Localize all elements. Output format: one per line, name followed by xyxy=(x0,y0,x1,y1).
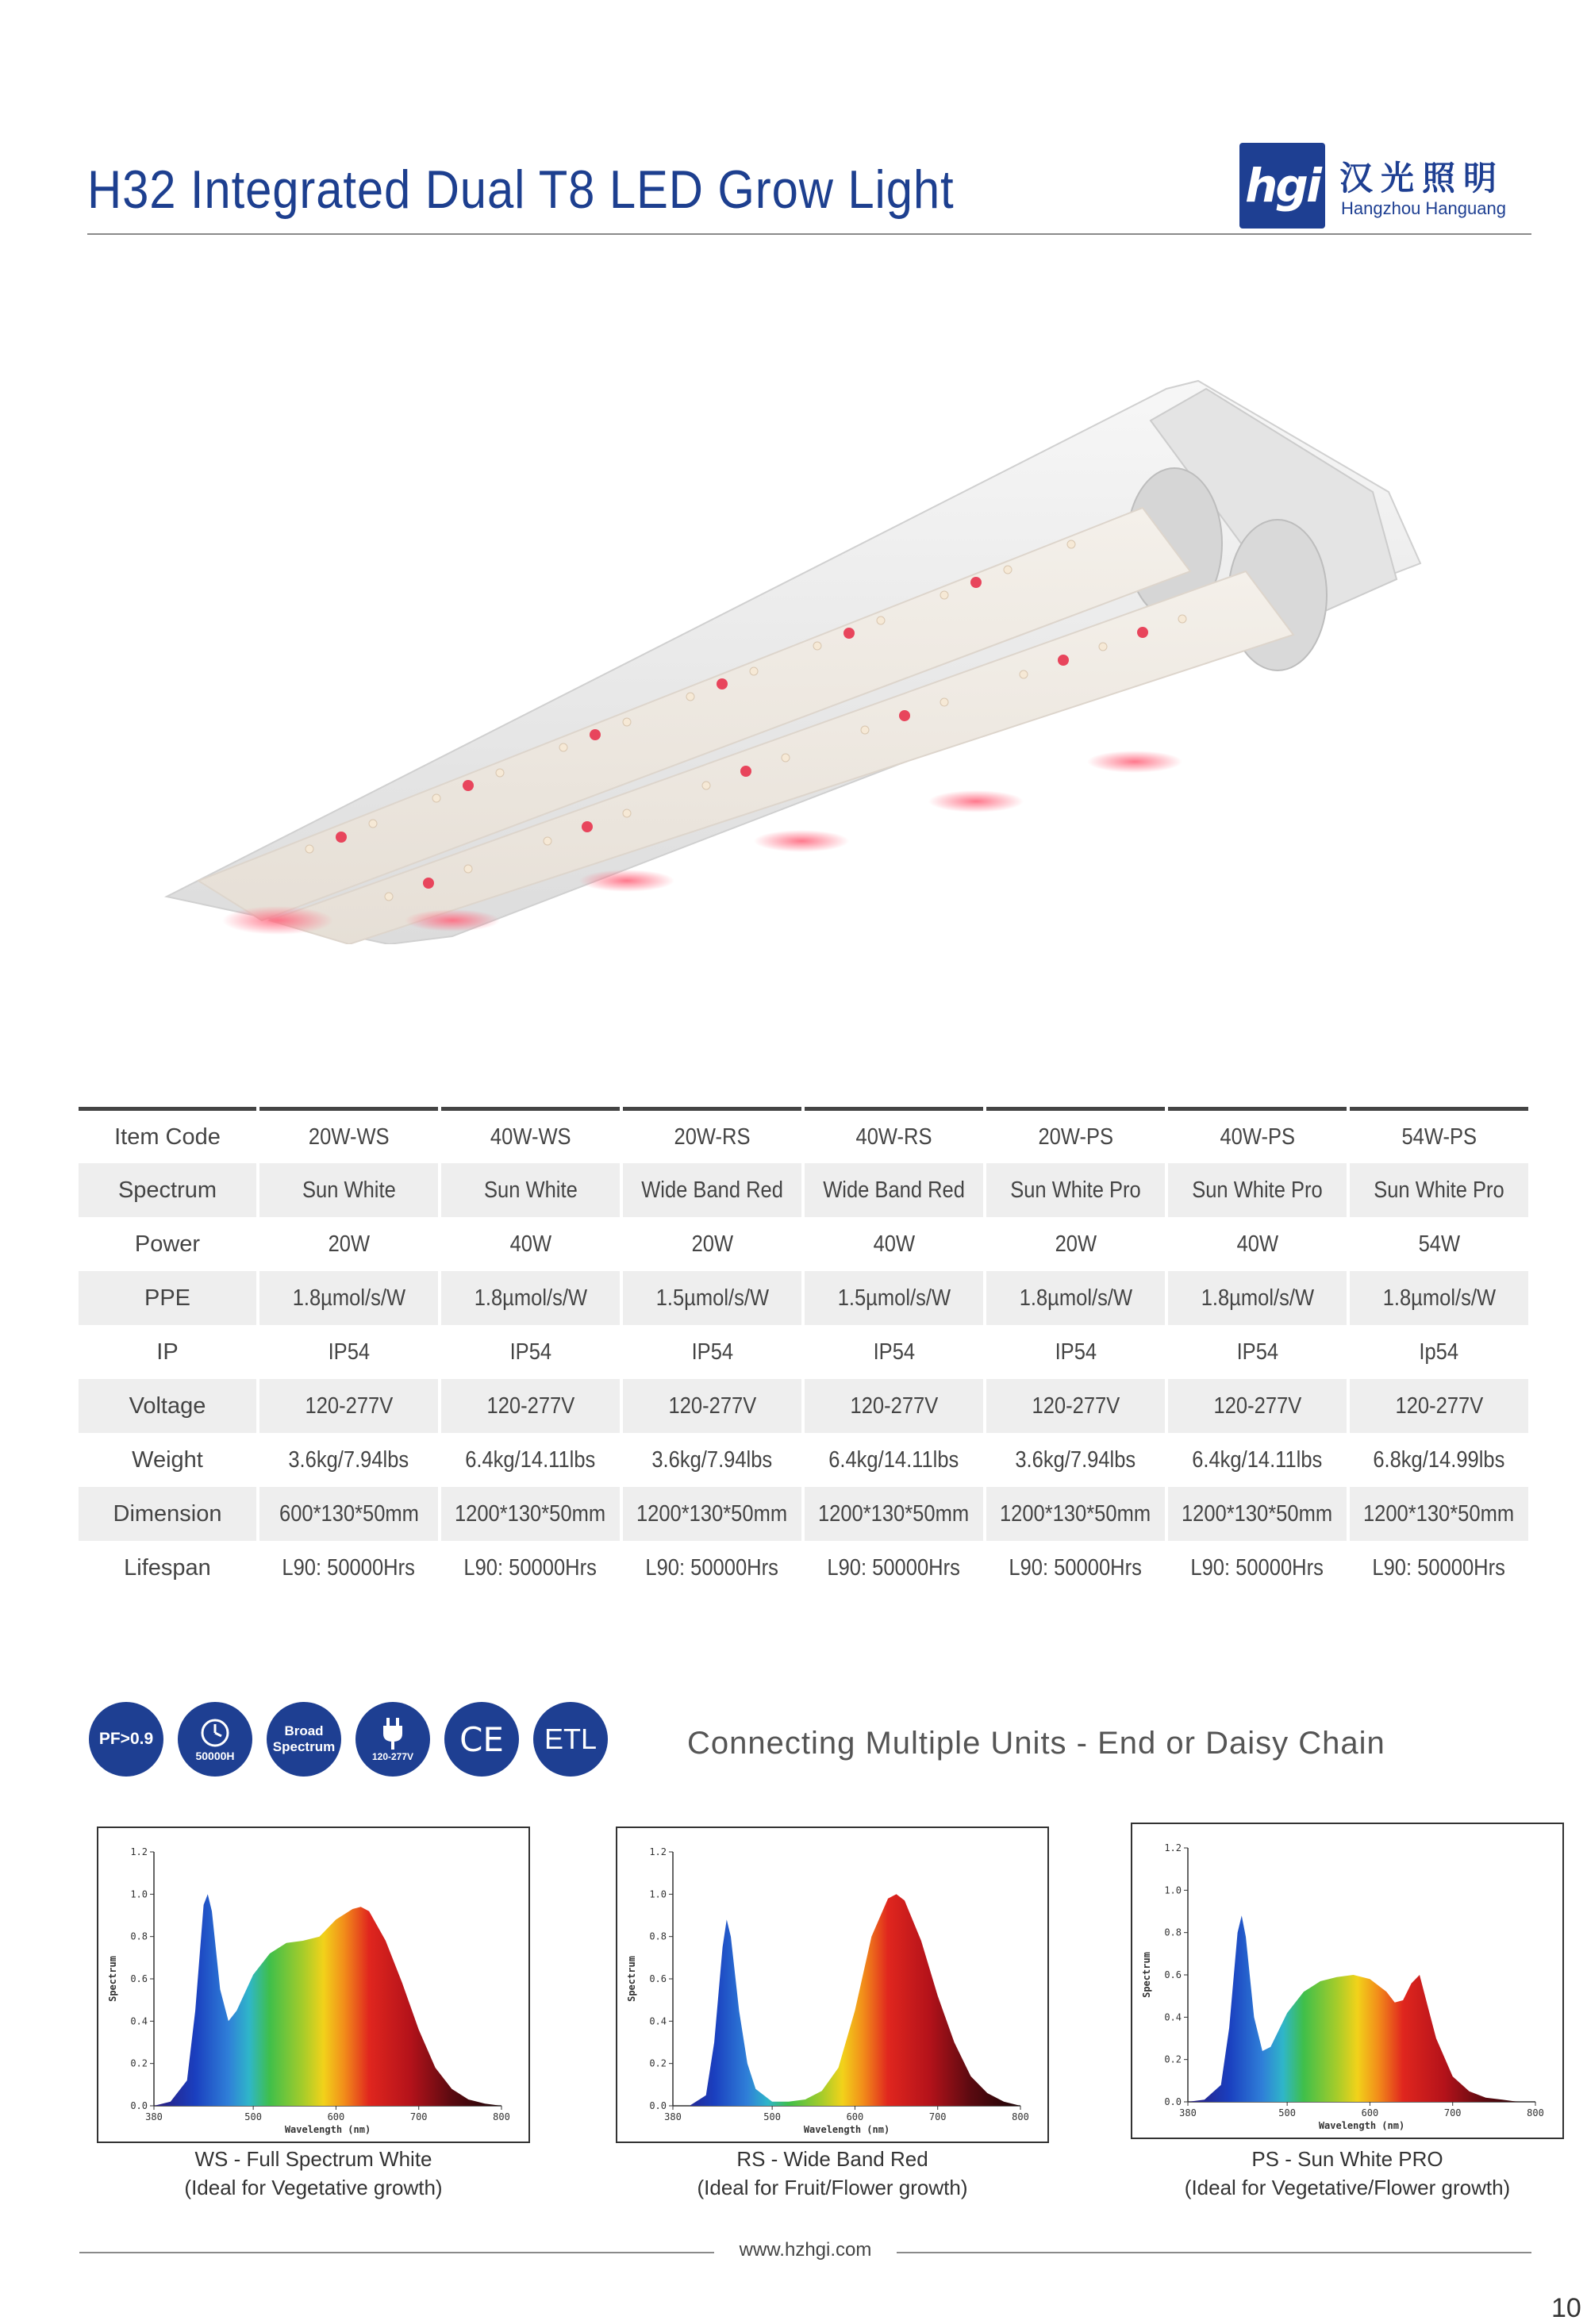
y-tick-label: 0.8 xyxy=(130,1930,148,1942)
spec-cell-value: 40W xyxy=(873,1231,915,1257)
spec-cell-value: 1.8µmol/s/W xyxy=(292,1285,405,1311)
spec-cell-value: 3.6kg/7.94lbs xyxy=(288,1446,409,1473)
spec-cell xyxy=(441,1541,620,1595)
spec-cell-value: 120-277V xyxy=(1395,1392,1483,1419)
spec-cell-value: 1.5µmol/s/W xyxy=(837,1285,951,1311)
spec-cell-value: 20W-WS xyxy=(308,1124,390,1150)
spec-cell-value: 20W-RS xyxy=(674,1124,751,1150)
spec-cell xyxy=(1168,1433,1347,1487)
spec-cell-value: 40W xyxy=(1236,1231,1278,1257)
spec-cell xyxy=(1168,1217,1347,1271)
spec-cell-value: 1.8µmol/s/W xyxy=(1201,1285,1314,1311)
spec-cell xyxy=(986,1217,1165,1271)
spec-cell-value: IP54 xyxy=(1055,1339,1097,1365)
spec-cell xyxy=(623,1107,801,1163)
spec-cell-value: Sun White Pro xyxy=(1192,1177,1323,1203)
spec-cell xyxy=(441,1217,620,1271)
spec-cell-value: L90: 50000Hrs xyxy=(463,1554,598,1581)
spec-cell xyxy=(441,1163,620,1217)
spec-row-label: Dimension xyxy=(79,1487,256,1541)
y-tick-label: 1.0 xyxy=(649,1888,667,1900)
chart-ps xyxy=(1131,1823,1564,2139)
spec-cell-value: IP54 xyxy=(509,1339,551,1365)
y-axis-label: Spectrum xyxy=(1141,1952,1152,1998)
spec-cell xyxy=(441,1379,620,1433)
spec-cell-value: 20W xyxy=(1055,1231,1097,1257)
x-tick-label: 500 xyxy=(244,2111,262,2122)
spec-cell xyxy=(1168,1163,1347,1217)
spec-cell-value: 1200*130*50mm xyxy=(455,1500,606,1527)
spec-cell xyxy=(986,1325,1165,1379)
spec-cell-value: 1.8µmol/s/W xyxy=(1382,1285,1496,1311)
spec-cell xyxy=(986,1541,1165,1595)
page-number: 10 xyxy=(1551,2293,1581,2323)
voltage-badge xyxy=(355,1702,430,1777)
spec-cell xyxy=(986,1271,1165,1325)
spec-cell xyxy=(623,1217,801,1271)
spec-row xyxy=(79,1217,1528,1271)
spec-row-label: Weight xyxy=(132,1446,203,1473)
spec-cell-value: 40W-PS xyxy=(1220,1124,1295,1150)
spec-cell xyxy=(1350,1271,1528,1325)
y-tick-label: 0.4 xyxy=(649,2015,667,2027)
spec-cell xyxy=(805,1379,983,1433)
spec-cell-value: 1200*130*50mm xyxy=(1363,1500,1515,1527)
spec-cell-value: L90: 50000Hrs xyxy=(1190,1554,1324,1581)
chart-ps-caption xyxy=(1131,2145,1564,2202)
x-tick-label: 380 xyxy=(664,2111,682,2122)
spec-cell-value: Sun White xyxy=(302,1177,396,1203)
y-tick-label: 0.8 xyxy=(1164,1926,1182,1938)
page-title: H32 Integrated Dual T8 LED Grow Light xyxy=(87,159,955,220)
spec-cell xyxy=(259,1217,438,1271)
spec-cell xyxy=(623,1325,801,1379)
y-tick-label: 0.4 xyxy=(130,2015,148,2027)
spec-cell xyxy=(441,1325,620,1379)
spec-cell-value: Sun White xyxy=(483,1177,578,1203)
spec-cell xyxy=(259,1271,438,1325)
x-tick-label: 600 xyxy=(327,2111,345,2122)
chart-rs-subtitle: (Ideal for Fruit/Flower growth) xyxy=(697,2176,968,2199)
spec-cell xyxy=(805,1433,983,1487)
spec-cell xyxy=(259,1379,438,1433)
chart-rs-caption xyxy=(616,2145,1049,2202)
y-tick-label: 1.2 xyxy=(130,1846,148,1857)
connecting-units-note: Connecting Multiple Units - End or Daisy Chain xyxy=(687,1726,1385,1761)
y-tick-label: 0.0 xyxy=(1164,2096,1182,2107)
y-tick-label: 0.2 xyxy=(1164,2053,1182,2065)
pf-label: PF>0.9 xyxy=(98,1730,154,1748)
y-tick-label: 0.6 xyxy=(1164,1969,1182,1980)
ce-mark xyxy=(444,1702,519,1777)
spec-cell-value: 40W-WS xyxy=(490,1124,571,1150)
spec-cell-value: L90: 50000Hrs xyxy=(282,1554,416,1581)
spec-cell xyxy=(805,1487,983,1541)
product-image xyxy=(151,373,1436,944)
spec-cell xyxy=(259,1163,438,1217)
spec-cell-value: 120-277V xyxy=(1213,1392,1301,1419)
y-tick-label: 0.4 xyxy=(1164,2011,1182,2023)
y-tick-label: 0.6 xyxy=(649,1973,667,1984)
spec-cell xyxy=(1350,1379,1528,1433)
spec-cell xyxy=(259,1487,438,1541)
spec-cell xyxy=(259,1325,438,1379)
y-tick-label: 1.0 xyxy=(130,1888,148,1900)
chart-ws xyxy=(97,1827,530,2143)
spec-cell xyxy=(805,1163,983,1217)
spectrum-chart-ws xyxy=(98,1828,528,2142)
spec-cell xyxy=(1168,1107,1347,1163)
y-tick-label: 0.6 xyxy=(130,1973,148,1984)
y-tick-label: 1.2 xyxy=(1164,1842,1182,1853)
clock-icon xyxy=(198,1716,232,1750)
spec-cell xyxy=(986,1163,1165,1217)
spec-cell-value: 20W xyxy=(691,1231,733,1257)
spec-cell-value: L90: 50000Hrs xyxy=(645,1554,779,1581)
y-tick-label: 0.8 xyxy=(649,1930,667,1942)
spec-cell-value: L90: 50000Hrs xyxy=(1009,1554,1143,1581)
lifetime-label: 50000H xyxy=(195,1750,235,1762)
spec-cell xyxy=(1350,1487,1528,1541)
spec-row-label: PPE xyxy=(79,1271,256,1325)
spec-cell xyxy=(805,1325,983,1379)
spec-row-label: Power xyxy=(134,1231,201,1257)
spec-cell-value: IP54 xyxy=(1236,1339,1278,1365)
spec-cell-value: Wide Band Red xyxy=(823,1177,965,1203)
certification-badges xyxy=(89,1702,613,1781)
y-axis-label: Spectrum xyxy=(107,1956,118,2002)
spec-cell xyxy=(1350,1433,1528,1487)
x-tick-label: 600 xyxy=(846,2111,864,2122)
plug-icon xyxy=(377,1716,409,1751)
spec-cell-value: 6.4kg/14.11lbs xyxy=(465,1446,596,1473)
spec-cell-value: 6.8kg/14.99lbs xyxy=(1373,1446,1505,1473)
spec-cell-value: 1.8µmol/s/W xyxy=(1019,1285,1132,1311)
spec-cell-value: 1200*130*50mm xyxy=(1182,1500,1333,1527)
spec-row-label: IP xyxy=(156,1339,179,1365)
spec-row xyxy=(79,1107,1528,1163)
spectrum-area xyxy=(154,1894,501,2106)
spec-cell-value: 1200*130*50mm xyxy=(818,1500,970,1527)
brand-logo xyxy=(1239,143,1325,229)
spec-cell xyxy=(986,1487,1165,1541)
spec-cell xyxy=(259,1433,438,1487)
spec-cell-value: 6.4kg/14.11lbs xyxy=(1192,1446,1323,1473)
spec-cell-value: 1200*130*50mm xyxy=(1000,1500,1151,1527)
logo-chinese-name: 汉光照明 xyxy=(1339,159,1505,198)
x-axis-label: Wavelength (nm) xyxy=(803,2124,890,2135)
footer-url[interactable]: www.hzhgi.com xyxy=(739,2239,872,2261)
spectrum-area xyxy=(1188,1915,1535,2102)
logo-mark: hgi xyxy=(1245,159,1320,213)
spec-cell-value: IP54 xyxy=(873,1339,915,1365)
x-tick-label: 800 xyxy=(1527,2107,1544,2118)
spec-cell-value: 54W-PS xyxy=(1401,1124,1477,1150)
logo-english-name: Hangzhou Hanguang xyxy=(1341,198,1506,218)
y-tick-label: 1.2 xyxy=(649,1846,667,1857)
spec-row xyxy=(79,1433,1528,1487)
x-tick-label: 700 xyxy=(928,2111,947,2122)
spec-row xyxy=(79,1379,1528,1433)
spec-cell-value: L90: 50000Hrs xyxy=(827,1554,961,1581)
spec-cell-value: 1.5µmol/s/W xyxy=(655,1285,769,1311)
x-tick-label: 800 xyxy=(493,2111,510,2122)
lifetime-badge xyxy=(178,1702,252,1777)
spec-cell xyxy=(1350,1217,1528,1271)
spec-cell-value: 3.6kg/7.94lbs xyxy=(1015,1446,1136,1473)
spec-cell-value: 20W-PS xyxy=(1038,1124,1113,1150)
chart-ws-subtitle: (Ideal for Vegetative growth) xyxy=(184,2176,443,2199)
spec-cell-value: 1.8µmol/s/W xyxy=(474,1285,587,1311)
spec-cell-value: 120-277V xyxy=(1032,1392,1120,1419)
chart-ws-title: WS - Full Spectrum White xyxy=(194,2147,432,2171)
broad-spectrum-badge xyxy=(267,1702,341,1777)
spec-cell xyxy=(259,1541,438,1595)
spec-cell-value: 120-277V xyxy=(850,1392,938,1419)
spec-cell-value: IP54 xyxy=(691,1339,733,1365)
spectrum-label: Spectrum xyxy=(272,1739,336,1754)
spec-cell xyxy=(1168,1541,1347,1595)
x-tick-label: 500 xyxy=(1278,2107,1296,2118)
x-tick-label: 380 xyxy=(145,2111,163,2122)
spectrum-area xyxy=(673,1894,1020,2106)
spec-cell-value: IP54 xyxy=(328,1339,370,1365)
spec-cell-value: 120-277V xyxy=(305,1392,393,1419)
y-tick-label: 1.0 xyxy=(1164,1884,1182,1896)
spec-cell xyxy=(623,1163,801,1217)
y-tick-label: 0.2 xyxy=(649,2057,667,2069)
spec-cell xyxy=(1350,1163,1528,1217)
spec-table xyxy=(75,1107,1531,1595)
spec-cell xyxy=(441,1433,620,1487)
spec-cell-value: 120-277V xyxy=(486,1392,574,1419)
spec-cell xyxy=(1168,1271,1347,1325)
spec-cell-value: 1200*130*50mm xyxy=(636,1500,788,1527)
spec-cell xyxy=(441,1107,620,1163)
spec-cell xyxy=(1350,1107,1528,1163)
chart-rs-title: RS - Wide Band Red xyxy=(736,2147,928,2171)
x-tick-label: 500 xyxy=(763,2111,781,2122)
spec-cell xyxy=(259,1107,438,1163)
y-tick-label: 0.2 xyxy=(130,2057,148,2069)
chart-ws-caption xyxy=(97,2145,530,2202)
chart-ps-title: PS - Sun White PRO xyxy=(1251,2147,1443,2171)
spectrum-chart-ps xyxy=(1132,1824,1562,2138)
x-axis-label: Wavelength (nm) xyxy=(1318,2120,1405,2131)
x-tick-label: 800 xyxy=(1012,2111,1029,2122)
spec-cell xyxy=(441,1271,620,1325)
spec-cell-value: Ip54 xyxy=(1419,1339,1459,1365)
spec-cell-value: Wide Band Red xyxy=(641,1177,783,1203)
spec-cell xyxy=(805,1541,983,1595)
spec-row xyxy=(79,1541,1528,1595)
title-divider xyxy=(87,233,1531,235)
spec-cell-value: 3.6kg/7.94lbs xyxy=(651,1446,773,1473)
spec-cell xyxy=(805,1107,983,1163)
x-tick-label: 600 xyxy=(1361,2107,1379,2118)
spec-cell xyxy=(623,1433,801,1487)
spec-cell xyxy=(623,1487,801,1541)
spec-row-label: Item Code xyxy=(79,1107,256,1163)
spec-cell-value: 40W xyxy=(509,1231,551,1257)
spec-cell xyxy=(986,1379,1165,1433)
voltage-label: 120-277V xyxy=(371,1751,414,1762)
x-tick-label: 700 xyxy=(1443,2107,1462,2118)
spec-row-label: Voltage xyxy=(79,1379,256,1433)
spec-cell xyxy=(441,1487,620,1541)
spec-cell xyxy=(623,1379,801,1433)
spec-cell-value: 6.4kg/14.11lbs xyxy=(828,1446,959,1473)
spec-cell-value: 20W xyxy=(328,1231,370,1257)
x-axis-label: Wavelength (nm) xyxy=(284,2124,371,2135)
spec-cell xyxy=(1168,1325,1347,1379)
spec-row-label: Spectrum xyxy=(79,1163,256,1217)
etl-mark xyxy=(533,1702,608,1777)
chart-rs xyxy=(616,1827,1049,2143)
spec-row xyxy=(79,1487,1528,1541)
footer-divider-right xyxy=(897,2252,1531,2253)
footer-divider-left xyxy=(79,2252,714,2253)
y-tick-label: 0.0 xyxy=(130,2100,148,2111)
spec-cell xyxy=(805,1217,983,1271)
spec-row xyxy=(79,1271,1528,1325)
spec-cell-value: 120-277V xyxy=(668,1392,756,1419)
x-tick-label: 380 xyxy=(1179,2107,1197,2118)
y-tick-label: 0.0 xyxy=(649,2100,667,2111)
spectrum-chart-rs xyxy=(617,1828,1047,2142)
spec-cell xyxy=(623,1541,801,1595)
spec-row xyxy=(79,1325,1528,1379)
spec-cell xyxy=(986,1433,1165,1487)
spec-cell-value: 54W xyxy=(1418,1231,1460,1257)
power-factor-badge xyxy=(89,1702,163,1777)
spec-cell-value: L90: 50000Hrs xyxy=(1372,1554,1506,1581)
etl-label: ETL xyxy=(544,1723,598,1755)
spec-cell xyxy=(986,1107,1165,1163)
spec-cell xyxy=(623,1271,801,1325)
spec-row xyxy=(79,1163,1528,1217)
ce-label: CE xyxy=(459,1719,504,1759)
spec-cell xyxy=(1168,1379,1347,1433)
broad-label: Broad xyxy=(284,1723,324,1738)
spec-cell xyxy=(1350,1325,1528,1379)
spec-cell xyxy=(1168,1487,1347,1541)
spec-row-label: Lifespan xyxy=(124,1554,211,1581)
x-tick-label: 700 xyxy=(409,2111,428,2122)
spec-cell-value: 40W-RS xyxy=(855,1124,932,1150)
chart-ps-subtitle: (Ideal for Vegetative/Flower growth) xyxy=(1184,2176,1511,2199)
spec-cell-value: Sun White Pro xyxy=(1374,1177,1504,1203)
y-axis-label: Spectrum xyxy=(626,1956,637,2002)
spec-cell-value: 600*130*50mm xyxy=(279,1500,419,1527)
spec-cell xyxy=(805,1271,983,1325)
spec-cell xyxy=(1350,1541,1528,1595)
spec-cell-value: Sun White Pro xyxy=(1010,1177,1141,1203)
